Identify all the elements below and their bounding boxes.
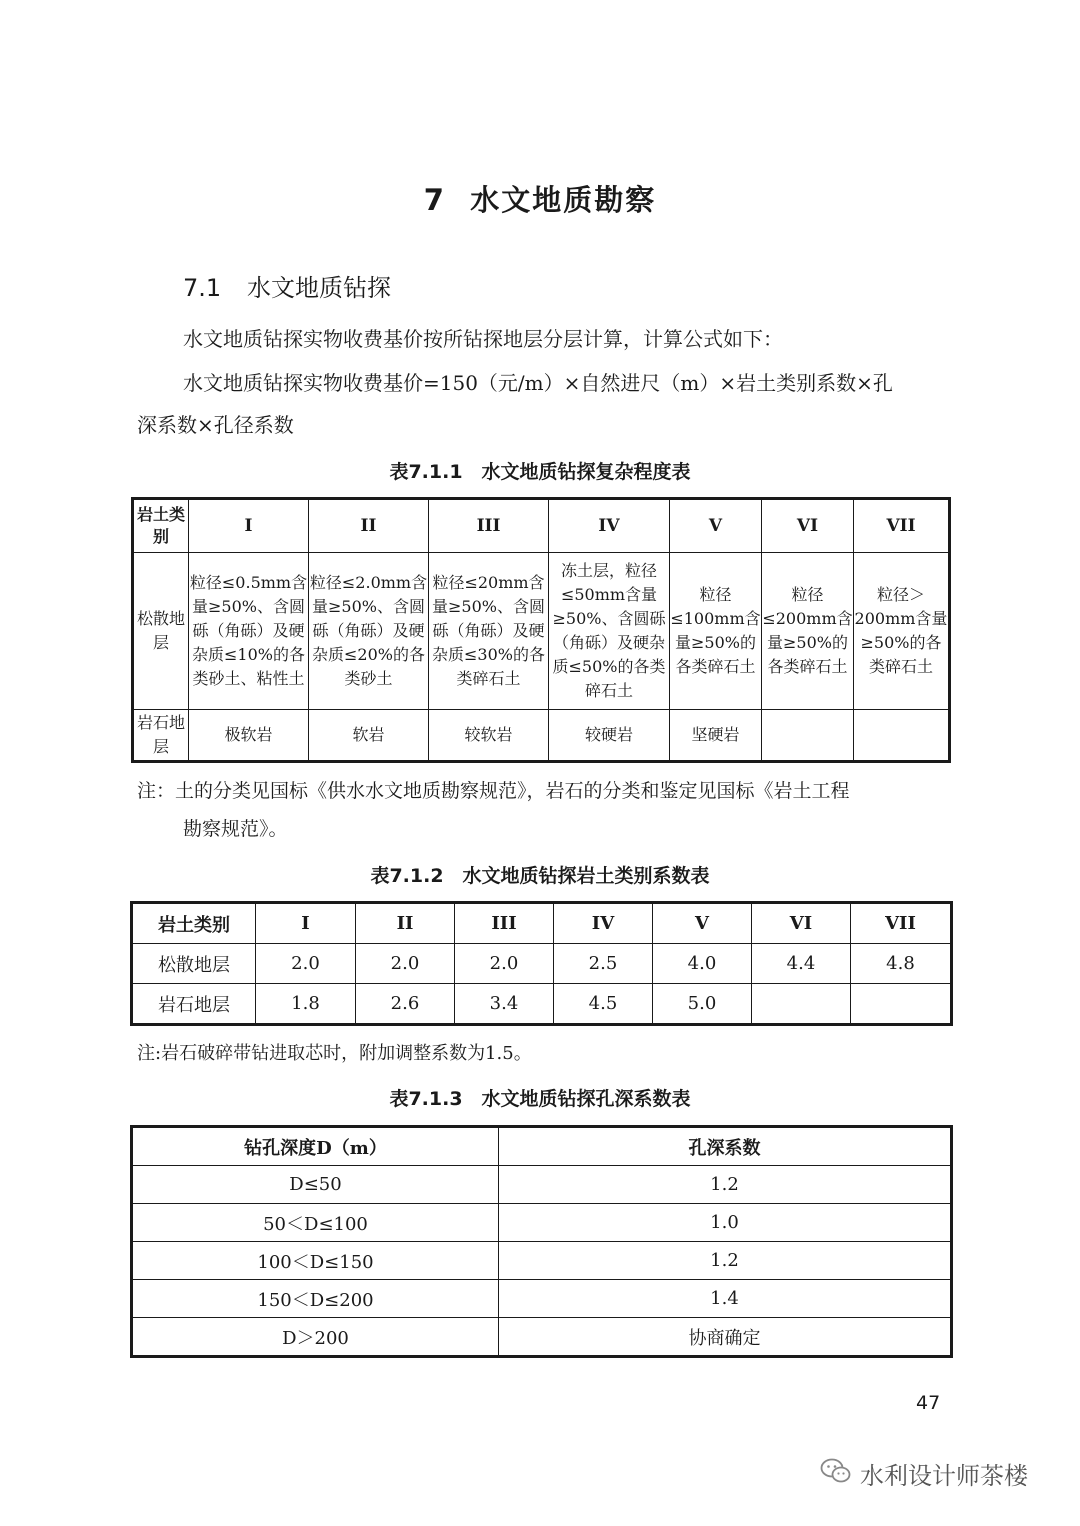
- paragraph-formula-cont: 深系数×孔径系数: [137, 413, 294, 437]
- header-cell: VII: [854, 499, 950, 553]
- table-cell: [752, 984, 851, 1025]
- class-coefficient-table: [130, 901, 953, 1026]
- header-cell: IV: [549, 499, 670, 553]
- table-row: [132, 1280, 952, 1318]
- table-cell: 粒径≤200mm含量≥50%的各类碎石土: [762, 553, 854, 710]
- table-cell: 2.0: [256, 944, 356, 984]
- header-cell: 钻孔深度D（m）: [132, 1127, 499, 1166]
- table-cell: 150＜D≤200: [132, 1280, 499, 1318]
- table-header-row: [133, 499, 950, 553]
- section-title-text: 水文地质钻探: [247, 274, 391, 302]
- table-cell: 粒径≤2.0mm含量≥50%、含圆砾（角砾）及硬杂质≤20%的各类砂土: [309, 553, 429, 710]
- header-cell: III: [429, 499, 549, 553]
- table-cell: 2.5: [554, 944, 653, 984]
- table-cell: 1.0: [499, 1204, 952, 1242]
- table-cell: [762, 710, 854, 762]
- table-header-row: [132, 903, 952, 944]
- chapter-number: 7: [423, 183, 446, 217]
- watermark: [820, 1456, 1028, 1491]
- header-cell: I: [189, 499, 309, 553]
- table-cell: 冻土层，粒径≤50mm含量≥50%、含圆砾（角砾）及硬杂质≤50%的各类碎石土: [549, 553, 670, 710]
- header-cell: V: [653, 903, 752, 944]
- header-cell: IV: [554, 903, 653, 944]
- row-label: 松散地层: [132, 944, 256, 984]
- table-cell: 较硬岩: [549, 710, 670, 762]
- complexity-table: [131, 497, 951, 763]
- table-cell: 协商确定: [499, 1318, 952, 1357]
- table-cell: 极软岩: [189, 710, 309, 762]
- chapter-title: [0, 178, 1080, 219]
- header-cell: I: [256, 903, 356, 944]
- header-cell: II: [356, 903, 455, 944]
- table-cell: 坚硬岩: [670, 710, 762, 762]
- depth-coefficient-table: [130, 1125, 953, 1358]
- row-label: 岩石地层: [133, 710, 189, 762]
- table-row: [132, 944, 952, 984]
- row-label: 岩石地层: [132, 984, 256, 1025]
- table-cell: 3.4: [455, 984, 554, 1025]
- paragraph-intro: 水文地质钻探实物收费基价按所钻探地层分层计算，计算公式如下：: [183, 327, 783, 351]
- table-row: [133, 553, 950, 710]
- table-cell: 2.0: [356, 944, 455, 984]
- header-cell: 孔深系数: [499, 1127, 952, 1166]
- table-cell: D≤50: [132, 1166, 499, 1204]
- watermark-text: 水利设计师茶楼: [860, 1462, 1028, 1490]
- table-cell: 50＜D≤100: [132, 1204, 499, 1242]
- table1-note-cont: 勘察规范》。: [183, 818, 288, 840]
- table-row: [132, 1318, 952, 1357]
- section-title: [183, 268, 391, 303]
- table-cell: 粒径≤0.5mm含量≥50%、含圆砾（角砾）及硬杂质≤10%的各类砂土、粘性土: [189, 553, 309, 710]
- table-cell: 100＜D≤150: [132, 1242, 499, 1280]
- header-cell: VI: [752, 903, 851, 944]
- table-row: [132, 1166, 952, 1204]
- table-cell: 1.8: [256, 984, 356, 1025]
- table-cell: 4.4: [752, 944, 851, 984]
- table-cell: 4.5: [554, 984, 653, 1025]
- paragraph-formula: 水文地质钻探实物收费基价=150（元/m）×自然进尺（m）×岩土类别系数×孔: [183, 371, 893, 395]
- table-cell: 2.0: [455, 944, 554, 984]
- section-number: 7.1: [183, 274, 222, 302]
- table-cell: 4.0: [653, 944, 752, 984]
- table-cell: 粒径≤100mm含量≥50%的各类碎石土: [670, 553, 762, 710]
- table-header-row: [132, 1127, 952, 1166]
- chapter-title-text: 水文地质勘察: [470, 183, 657, 217]
- header-cell: II: [309, 499, 429, 553]
- table-cell: 较软岩: [429, 710, 549, 762]
- table3-caption: 表7.1.3 水文地质钻探孔深系数表: [389, 1088, 691, 1110]
- table-cell: 软岩: [309, 710, 429, 762]
- table-row: [132, 1242, 952, 1280]
- table-cell: 粒径≤20mm含量≥50%、含圆砾（角砾）及硬杂质≤30%的各类碎石土: [429, 553, 549, 710]
- table-cell: 5.0: [653, 984, 752, 1025]
- table-row: [132, 984, 952, 1025]
- table-cell: 2.6: [356, 984, 455, 1025]
- header-cell: VI: [762, 499, 854, 553]
- table2-note: 注:岩石破碎带钻进取芯时，附加调整系数为1.5。: [137, 1043, 532, 1064]
- table-cell: 粒径＞200mm含量≥50%的各类碎石土: [854, 553, 950, 710]
- table-cell: 4.8: [851, 944, 952, 984]
- table-cell: 1.2: [499, 1242, 952, 1280]
- table1-note: 注：土的分类见国标《供水水文地质勘察规范》，岩石的分类和鉴定见国标《岩土工程: [137, 780, 850, 802]
- header-cell: VII: [851, 903, 952, 944]
- table-row: [133, 710, 950, 762]
- header-cell: III: [455, 903, 554, 944]
- table-cell: [854, 710, 950, 762]
- header-cell: V: [670, 499, 762, 553]
- table-cell: [851, 984, 952, 1025]
- header-cell: 岩土类别: [133, 499, 189, 553]
- table-cell: D＞200: [132, 1318, 499, 1357]
- row-label: 松散地层: [133, 553, 189, 710]
- table2-caption: 表7.1.2 水文地质钻探岩土类别系数表: [370, 865, 710, 887]
- wechat-icon: [820, 1457, 852, 1491]
- table1-caption: 表7.1.1 水文地质钻探复杂程度表: [389, 461, 691, 483]
- table-cell: 1.4: [499, 1280, 952, 1318]
- header-cell: 岩土类别: [132, 903, 256, 944]
- page-number: 47: [916, 1392, 941, 1414]
- table-row: [132, 1204, 952, 1242]
- table-cell: 1.2: [499, 1166, 952, 1204]
